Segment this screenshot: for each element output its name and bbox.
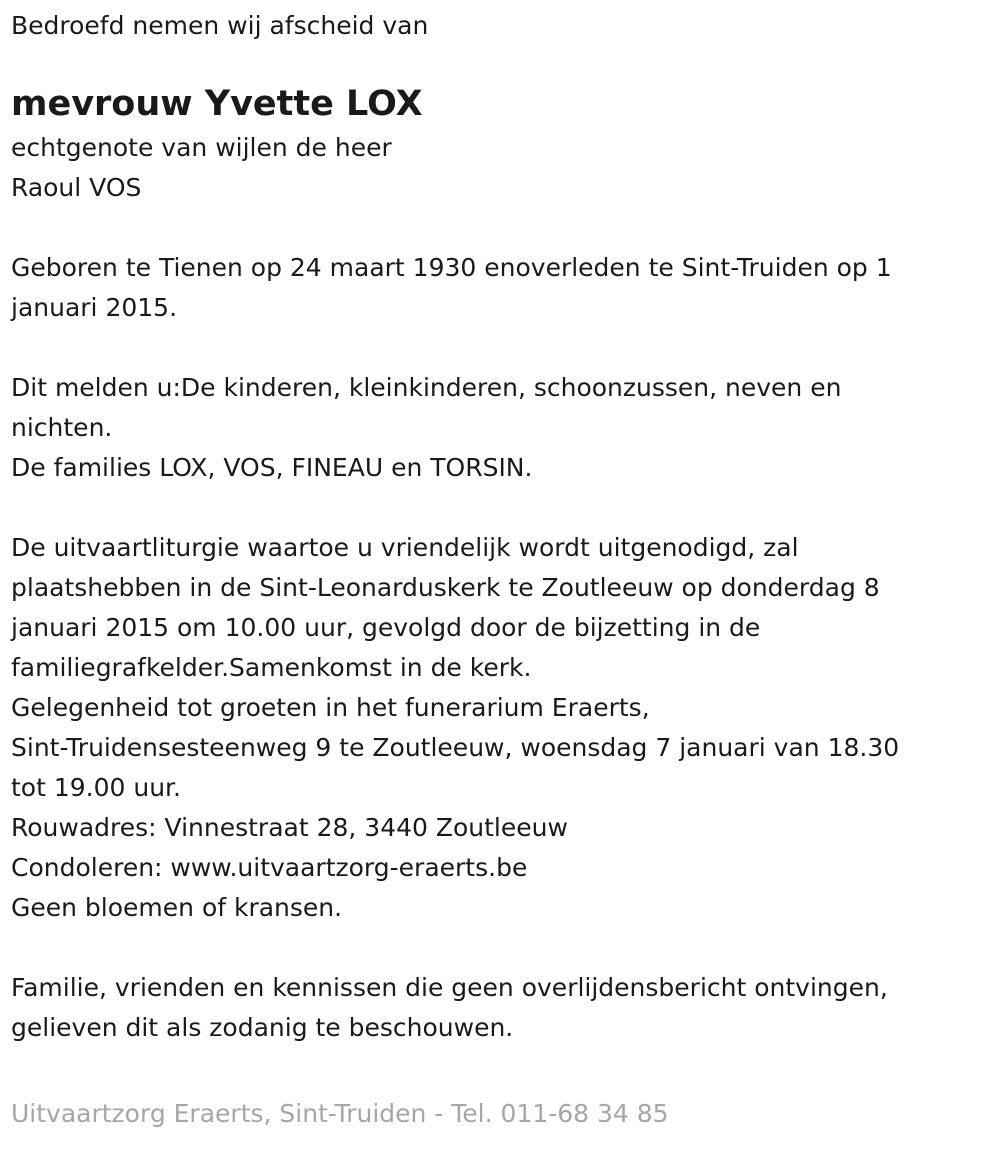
- paragraph-line: Geen bloemen of kransen.: [11, 893, 343, 922]
- paragraph-line: nichten.: [11, 413, 113, 442]
- intro-text: Bedroefd nemen wij afscheid van: [11, 11, 429, 40]
- condolence-link: Condoleren: www.uitvaartzorg-eraerts.be: [11, 853, 528, 882]
- paragraph-line: plaatshebben in de Sint-Leonarduskerk te Zoutleeuw op donderdag 8: [11, 573, 880, 602]
- paragraph-line: De families LOX, VOS, FINEAU en TORSIN.: [11, 453, 533, 482]
- paragraph-line: De uitvaartliturgie waartoe u vriendelijk wordt uitgenodigd, zal: [11, 533, 799, 562]
- paragraph-line: Familie, vrienden en kennissen die geen overlijdensbericht ontvingen,: [11, 973, 888, 1002]
- paragraph-line: gelieven dit als zodanig te beschouwen.: [11, 1013, 514, 1042]
- spouse-line: echtgenote van wijlen de heer: [11, 133, 392, 162]
- birth-death-paragraph: [11, 248, 986, 328]
- paragraph-line: Geboren te Tienen op 24 maart 1930 enoverleden te Sint-Truiden op 1: [11, 253, 892, 282]
- mourning-address: Rouwadres: Vinnestraat 28, 3440 Zoutleeuw: [11, 813, 568, 842]
- announcers-paragraph: [11, 368, 986, 488]
- paragraph-line: Gelegenheid tot groeten in het funerarium Eraerts,: [11, 693, 650, 722]
- obituary-notice: [11, 0, 986, 1048]
- deceased-name: mevrouw Yvette LOX: [11, 84, 423, 124]
- spouse-name: Raoul VOS: [11, 173, 142, 202]
- funeral-paragraph: [11, 528, 986, 928]
- paragraph-line: januari 2015 om 10.00 uur, gevolgd door de bijzetting in de: [11, 613, 761, 642]
- paragraph-line: tot 19.00 uur.: [11, 773, 181, 802]
- paragraph-line: Sint-Truidensesteenweg 9 te Zoutleeuw, woensdag 7 januari van 18.30: [11, 733, 900, 762]
- funeral-home-footer: Uitvaartzorg Eraerts, Sint-Truiden - Tel. 011-68 34 85: [11, 1099, 669, 1128]
- paragraph-line: Dit melden u:De kinderen, kleinkinderen, schoonzussen, neven en: [11, 373, 842, 402]
- paragraph-line: familiegrafkelder.Samenkomst in de kerk.: [11, 653, 532, 682]
- paragraph-line: januari 2015.: [11, 293, 178, 322]
- closing-paragraph: [11, 968, 986, 1048]
